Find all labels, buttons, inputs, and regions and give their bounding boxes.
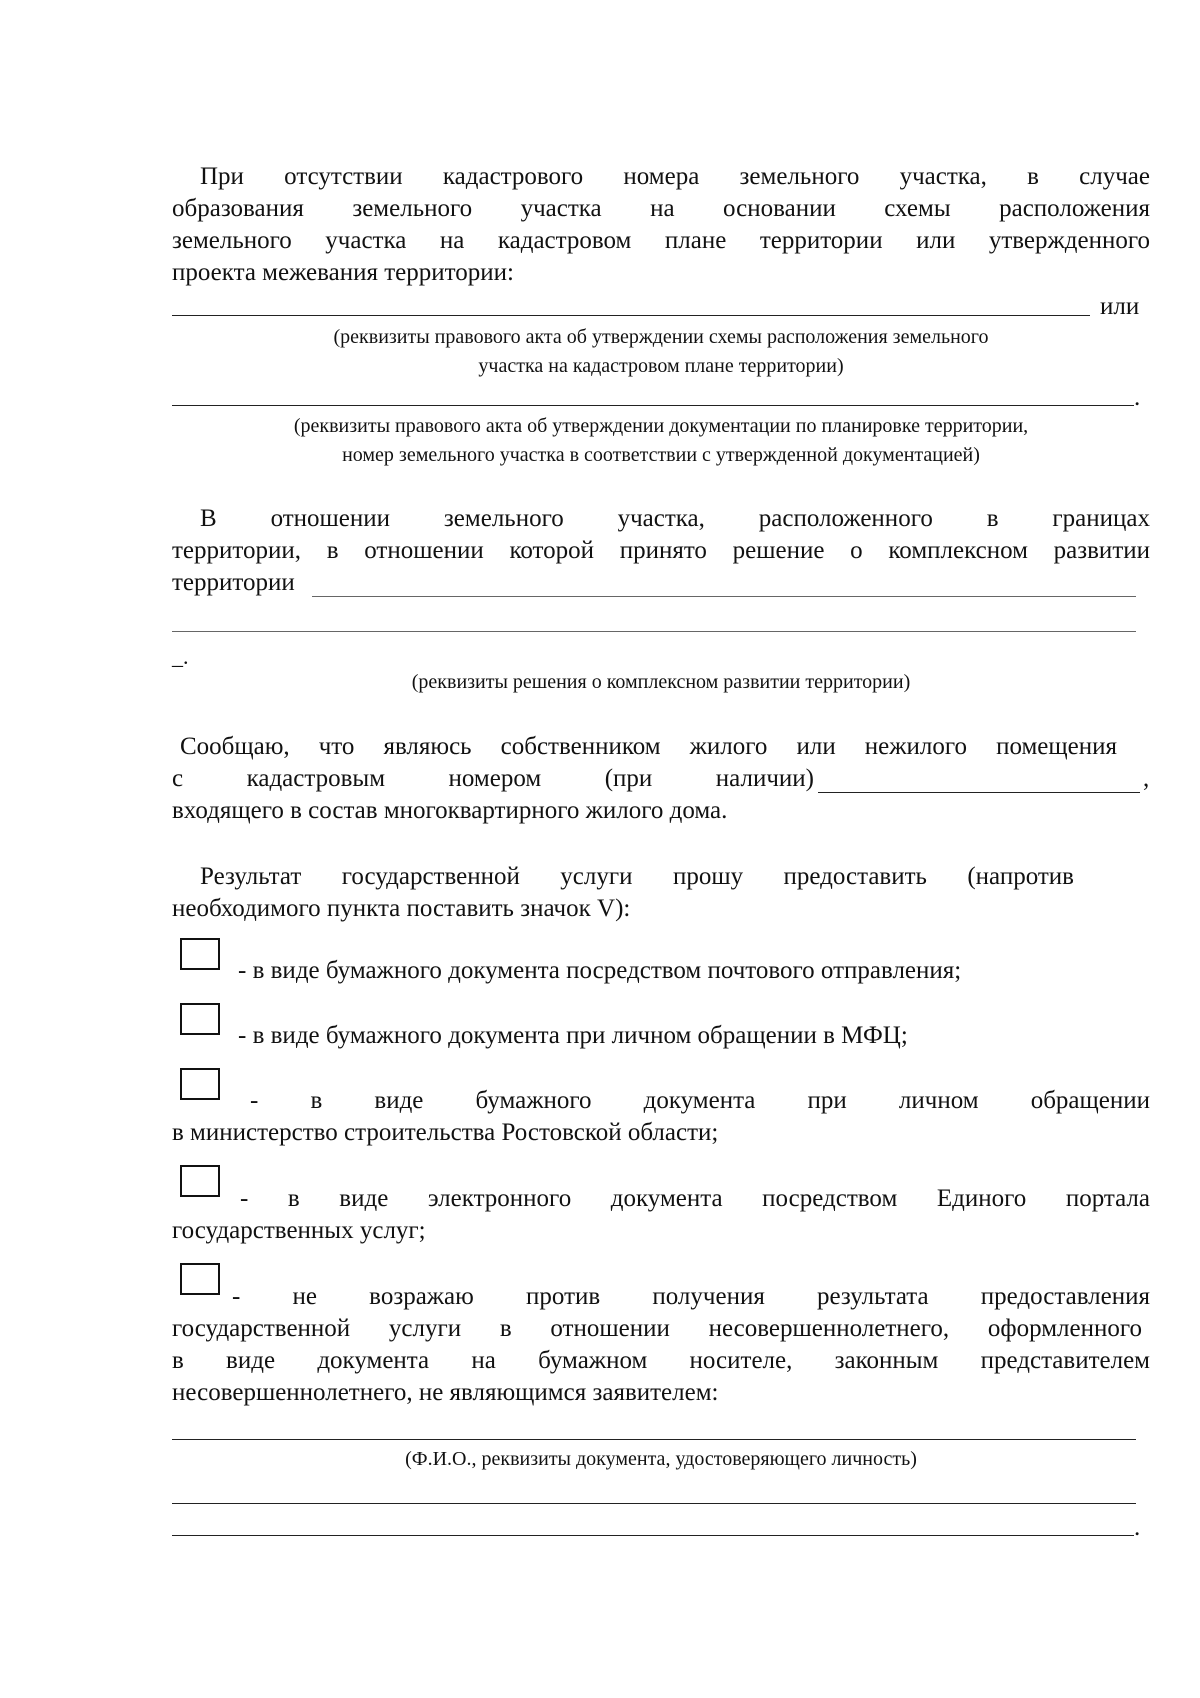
or-word: или (1100, 293, 1140, 320)
paragraph-line: При отсутствии кадастрового номера земельного участка, в случае (200, 163, 1150, 190)
fill-in-line-complex-1[interactable] (312, 596, 1136, 597)
caption-planning-line2: номер земельного участка в соответствии с утвержденной документацией) (342, 444, 980, 466)
checkbox-public-services-portal[interactable] (180, 1165, 220, 1197)
option-text: - в виде бумажного документа при личном обращении (250, 1087, 1150, 1114)
fill-in-line-fio[interactable] (172, 1439, 1136, 1440)
paragraph-line: Сообщаю, что являюсь собственником жилого или нежилого помещения (180, 733, 1117, 760)
option-text: - в виде электронного документа посредством Единого портала (240, 1185, 1150, 1212)
paragraph-line: территории (172, 569, 295, 596)
fill-in-line-planning[interactable] (172, 405, 1134, 406)
tail-mark: _. (172, 644, 189, 669)
option-text: - в виде бумажного документа посредством почтового отправления; (238, 957, 962, 984)
option-text: - в виде бумажного документа при личном обращении в МФЦ; (238, 1022, 908, 1049)
fill-in-line-extra-1[interactable] (172, 1503, 1136, 1504)
fill-in-line-complex-2[interactable] (172, 631, 1136, 632)
paragraph-line: земельного участка на кадастровом плане территории или утвержденного (172, 227, 1150, 254)
period-mark: . (1134, 1514, 1141, 1541)
option-text: государственных услуг; (172, 1217, 426, 1244)
paragraph-line: с кадастровым номером (при наличии) (172, 765, 814, 792)
option-text: государственной услуги в отношении несовершеннолетнего, оформленного (172, 1315, 1142, 1342)
checkbox-postal-delivery[interactable] (180, 938, 220, 970)
checkbox-ministry-in-person[interactable] (180, 1068, 220, 1100)
caption-complex: (реквизиты решения о комплексном развитии территории) (411, 671, 911, 693)
caption-scheme-line1: (реквизиты правового акта об утверждении схемы расположения земельного (333, 326, 989, 348)
caption-planning-line1: (реквизиты правового акта об утверждении документации по планировке территории, (293, 415, 1029, 437)
caption-fio: (Ф.И.О., реквизиты документа, удостоверяющего личность) (405, 1448, 917, 1470)
paragraph-line: проекта межевания территории: (172, 259, 514, 286)
paragraph-line: В отношении земельного участка, расположенного в границах (200, 505, 1150, 532)
paragraph-line: Результат государственной услуги прошу предоставить (напротив (200, 863, 1074, 890)
fill-in-line-cadastral-number[interactable] (818, 792, 1140, 793)
paragraph-line: территории, в отношении которой принято решение о комплексном развитии (172, 537, 1150, 564)
paragraph-line: образования земельного участка на основании схемы расположения (172, 195, 1150, 222)
option-text: в виде документа на бумажном носителе, законным представителем (172, 1347, 1150, 1374)
period-mark: . (1134, 384, 1141, 411)
option-text: несовершеннолетнего, не являющимся заявителем: (172, 1379, 719, 1406)
comma-mark: , (1143, 765, 1150, 792)
paragraph-line: входящего в состав многоквартирного жилого дома. (172, 797, 728, 824)
checkbox-mfc-in-person[interactable] (180, 1003, 220, 1035)
option-text: в министерство строительства Ростовской области; (172, 1119, 719, 1146)
fill-in-line-scheme[interactable] (172, 315, 1090, 316)
paragraph-line: необходимого пункта поставить значок V): (172, 895, 631, 922)
caption-scheme-line2: участка на кадастровом плане территории) (478, 355, 844, 377)
fill-in-line-extra-2[interactable] (172, 1535, 1134, 1536)
checkbox-minor-consent[interactable] (180, 1263, 220, 1295)
option-text: - не возражаю против получения результата предоставления (232, 1283, 1150, 1310)
